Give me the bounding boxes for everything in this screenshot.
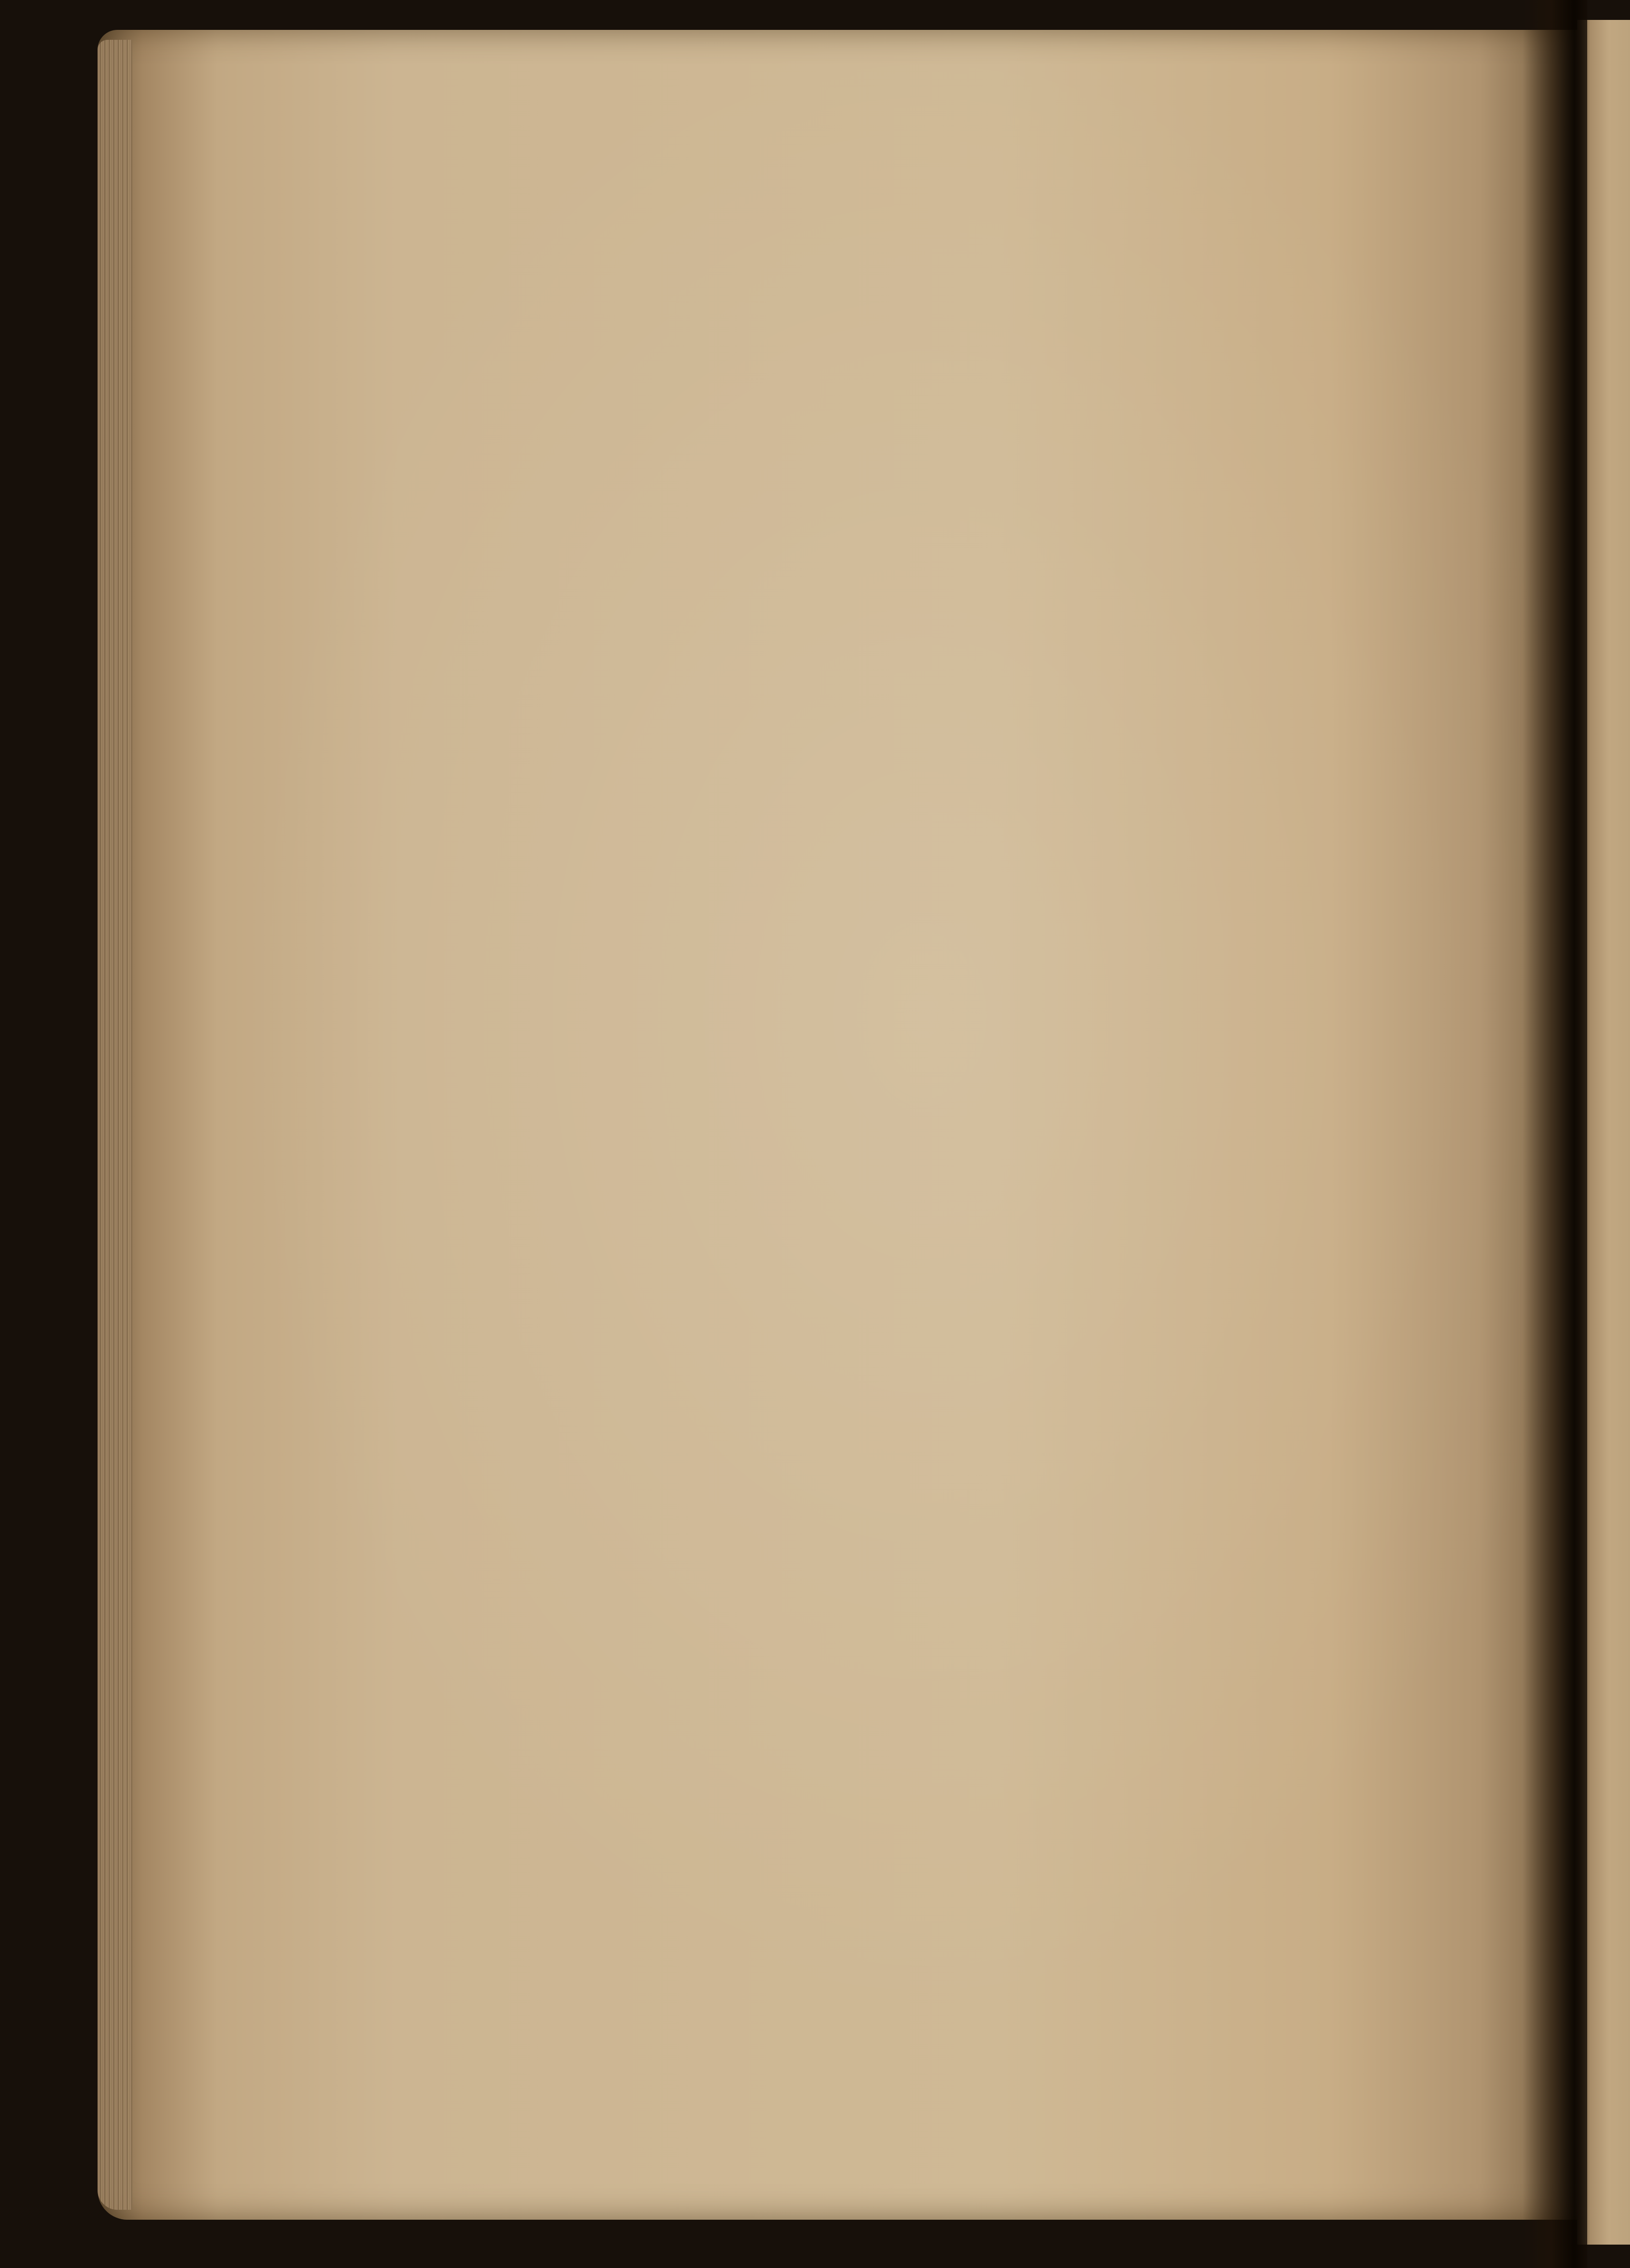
- left-page: [98, 30, 1600, 2220]
- page-edges: [98, 40, 132, 2210]
- gutter-shadow: [1523, 0, 1587, 2268]
